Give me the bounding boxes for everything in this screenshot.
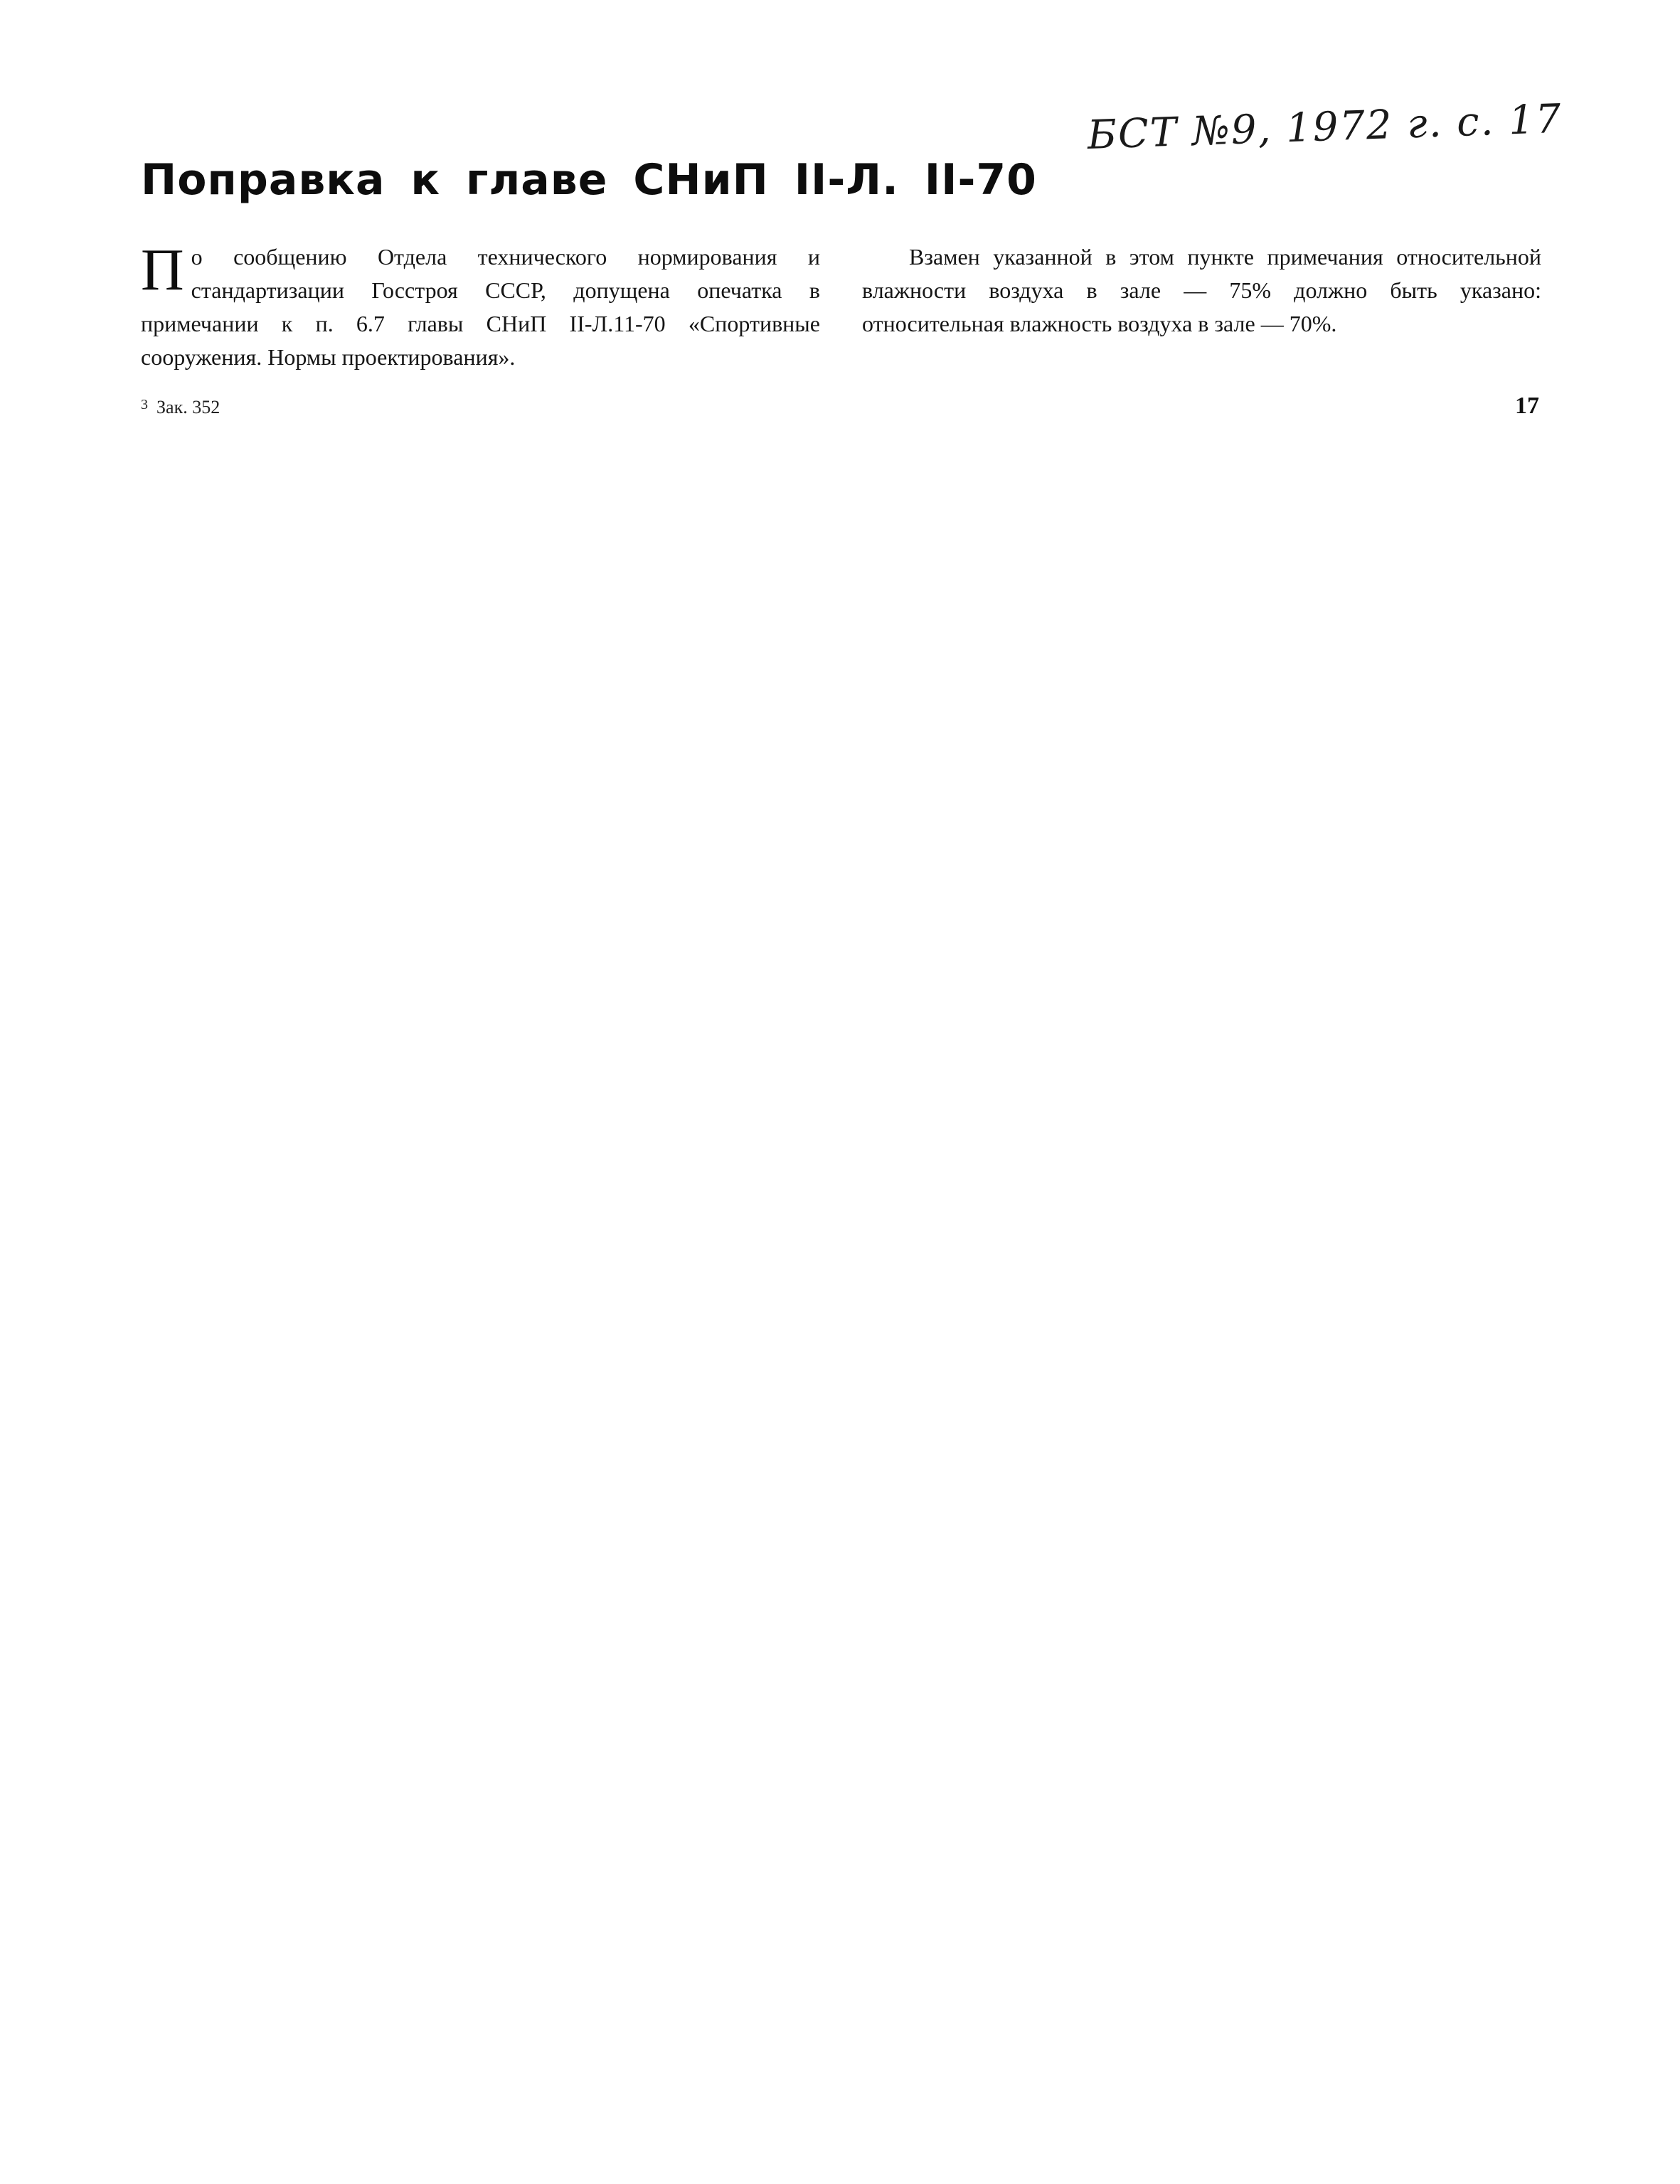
signature-number: 3 xyxy=(141,397,148,412)
printer-footer xyxy=(141,397,220,418)
order-number: Зак. 352 xyxy=(156,397,220,417)
right-column xyxy=(862,240,1541,341)
page-number: 17 xyxy=(1515,393,1539,419)
left-column-text: о сообщению Отдела технического нормирования и стандартизации Госстроя СССР, допущена опечатка в примечании к п. 6.7 главы СНиП II-Л.11-70 «Спортивные сооружения. Нормы проектирования». xyxy=(141,244,820,370)
page-title: Поправка к главе СНиП II-Л. II-70 xyxy=(141,155,1037,205)
drop-cap: П xyxy=(141,237,184,303)
right-column-text: Взамен указанной в этом пункте примечания относительной влажности воздуха в зале — 75% должно быть указано: относительная влажность воздуха в зале — 70%. xyxy=(862,244,1541,336)
handwritten-reference-note: БСТ №9, 1972 г. с. 17 xyxy=(1086,95,1563,159)
left-column xyxy=(141,237,820,374)
